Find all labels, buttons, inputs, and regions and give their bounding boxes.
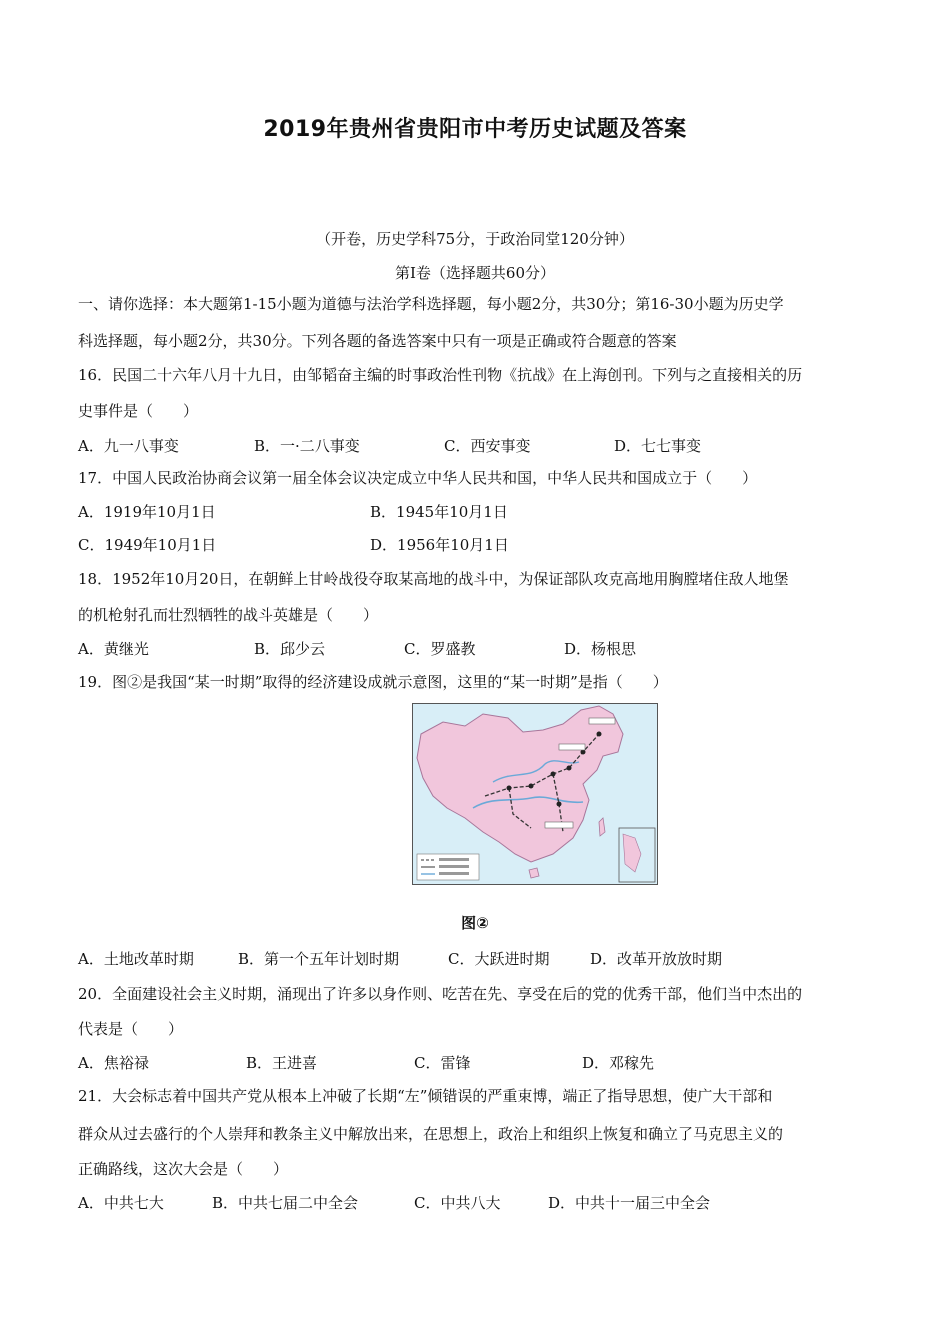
option-c[interactable]: C．雷锋	[414, 1054, 471, 1072]
option-b[interactable]: B．第一个五年计划时期	[238, 950, 400, 968]
question-16-stem: 史事件是（ ）	[78, 402, 199, 420]
option-c[interactable]: C．罗盛教	[404, 640, 476, 658]
question-20-stem: 20．全面建设社会主义时期，涌现出了许多以身作则、吃苦在先、享受在后的党的优秀干部，他们当中杰出的	[78, 985, 803, 1003]
instructions-line: 一、请你选择：本大题第1-15小题为道德与法治学科选择题，每小题2分，共30分；第16-30小题为历史学	[78, 295, 784, 313]
option-a[interactable]: A．焦裕禄	[78, 1054, 149, 1072]
question-16-stem: 16．民国二十六年八月十九日，由邹韬奋主编的时事政治性刊物《抗战》在上海创刊。下列与之直接相关的历	[78, 366, 803, 384]
option-b[interactable]: B．王进喜	[246, 1054, 318, 1072]
option-d[interactable]: D．1956年10月1日	[370, 536, 509, 554]
option-d[interactable]: D．邓稼先	[582, 1054, 655, 1072]
figure-caption: 图②	[461, 914, 489, 932]
option-d[interactable]: D．杨根思	[564, 640, 637, 658]
option-d[interactable]: D．七七事变	[614, 437, 702, 455]
option-c[interactable]: C．大跃进时期	[448, 950, 550, 968]
option-a[interactable]: A．黄继光	[78, 640, 149, 658]
question-18-stem: 18．1952年10月20日，在朝鲜上甘岭战役夺取某高地的战斗中，为保证部队攻克高地用胸膛堵住敌人地堡	[78, 570, 789, 588]
question-20-stem: 代表是（ ）	[78, 1020, 184, 1038]
question-18-stem: 的机枪射孔而壮烈牺牲的战斗英雄是（ ）	[78, 606, 379, 624]
option-c[interactable]: C．西安事变	[444, 437, 531, 455]
question-21-stem: 群众从过去盛行的个人崇拜和教条主义中解放出来，在思想上，政治上和组织上恢复和确立了马克思主义的	[78, 1125, 784, 1143]
option-b[interactable]: B．邱少云	[254, 640, 326, 658]
option-a[interactable]: A．九一八事变	[78, 437, 179, 455]
question-21-stem: 正确路线，这次大会是（ ）	[78, 1160, 289, 1178]
option-a[interactable]: A．土地改革时期	[78, 950, 194, 968]
option-d[interactable]: D．中共十一届三中全会	[548, 1194, 711, 1212]
page-title: 2019年贵州省贵阳市中考历史试题及答案	[263, 117, 687, 142]
option-b[interactable]: B．1945年10月1日	[370, 503, 508, 521]
option-a[interactable]: A．1919年10月1日	[78, 503, 216, 521]
option-c[interactable]: C．1949年10月1日	[78, 536, 217, 554]
question-19-stem: 19．图②是我国“某一时期”取得的经济建设成就示意图，这里的“某一时期”是指（ ）	[78, 673, 668, 691]
instructions-line: 科选择题，每小题2分，共30分。下列各题的备选答案中只有一项是正确或符合题意的答案	[78, 332, 677, 350]
option-b[interactable]: B．中共七届二中全会	[212, 1194, 359, 1212]
question-21-stem: 21．大会标志着中国共产党从根本上冲破了长期“左”倾错误的严重束博，端正了指导思想，使广大干部和	[78, 1087, 773, 1105]
option-a[interactable]: A．中共七大	[78, 1194, 164, 1212]
exam-info: （开卷，历史学科75分，于政治同堂120分钟）	[316, 230, 634, 248]
china-map-illustration	[413, 704, 657, 884]
option-d[interactable]: D．改革开放放时期	[590, 950, 723, 968]
section-title: 第Ⅰ卷（选择题共60分）	[394, 264, 555, 282]
option-b[interactable]: B．一·二八事变	[254, 437, 360, 455]
option-c[interactable]: C．中共八大	[414, 1194, 501, 1212]
economic-construction-map	[412, 703, 658, 885]
question-17-stem: 17．中国人民政治协商会议第一届全体会议决定成立中华人民共和国，中华人民共和国成立于（ ）	[78, 469, 758, 487]
